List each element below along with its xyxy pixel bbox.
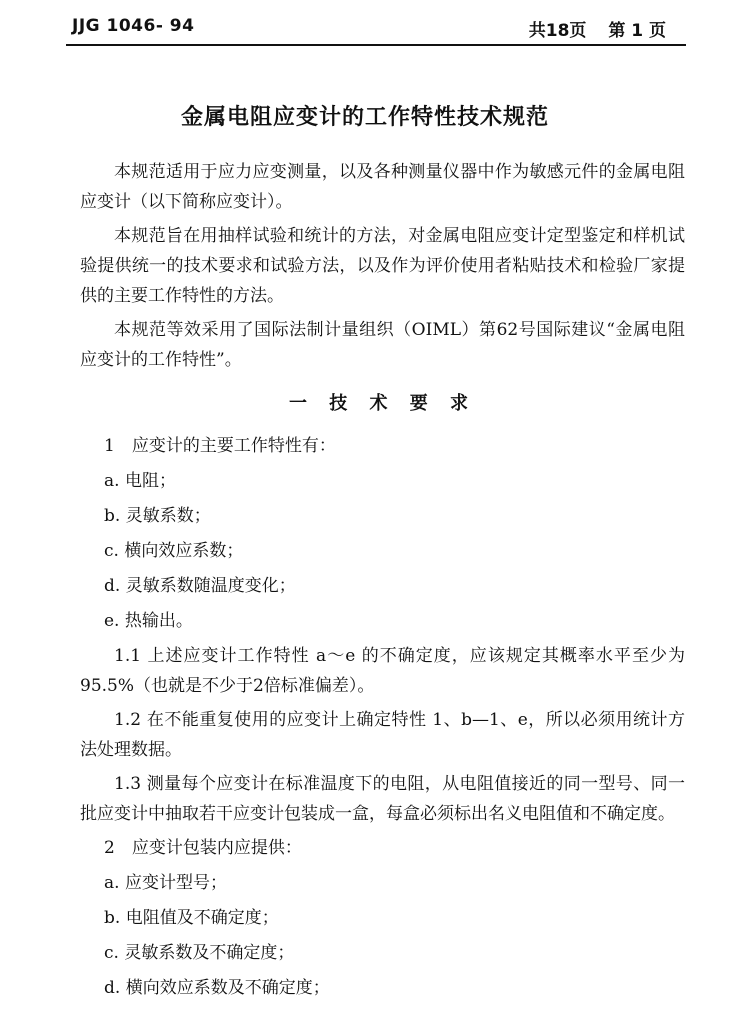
standard-code: JJG 1046- 94 [72,16,195,36]
clause-2-heading: 2 应变计包装内应提供： [104,838,302,858]
list-item: d. 灵敏系数随温度变化； [104,576,296,596]
total-pages: 共18页 [528,21,587,41]
clause-1-1: 1.1 上述应变计工作特性 a～e 的不确定度，应该规定其概率水平至少为95.5%（也就是不少于2倍标准偏差）。 [80,646,685,696]
clause-1-2: 1.2 在不能重复使用的应变计上确定特性 1、b—1、e，所以必须用统计方法处理数据。 [80,710,685,760]
section-heading: 一 技 术 要 求 [288,393,477,414]
list-item: a. 电阻； [104,471,176,491]
list-item: b. 电阻值及不确定度； [104,908,279,928]
clause-1-heading: 1 应变计的主要工作特性有： [104,436,336,456]
intro-paragraph-equivalence: 本规范等效采用了国际法制计量组织（OIML）第62号国际建议“金属电阻应变计的工作特性”。 [80,320,685,370]
intro-paragraph-purpose: 本规范旨在用抽样试验和统计的方法，对金属电阻应变计定型鉴定和样机试验提供统一的技术要求和试验方法，以及作为评价使用者粘贴技术和检验厂家提供的主要工作特性的方法。 [80,226,685,306]
list-item: b. 灵敏系数； [104,506,211,526]
list-item: e. 热输出。 [104,611,193,631]
header-rule [66,44,686,46]
clause-1-3: 1.3 测量每个应变计在标准温度下的电阻，从电阻值接近的同一型号、同一批应变计中抽取若干应变计包装成一盒，每盒必须标出名义电阻值和不确定度。 [80,774,685,824]
intro-paragraph-scope: 本规范适用于应力应变测量，以及各种测量仪器中作为敏感元件的金属电阻应变计（以下简称应变计）。 [80,162,685,212]
list-item: c. 横向效应系数； [104,541,244,561]
document-title: 金属电阻应变计的工作特性技术规范 [180,105,549,130]
page-number: 第 1 页 [608,21,666,41]
list-item: a. 应变计型号； [104,873,227,893]
list-item: d. 横向效应系数及不确定度； [104,978,330,998]
page-info [513,16,666,41]
document-body [80,157,685,1008]
page-header [72,12,676,42]
list-item: c. 灵敏系数及不确定度； [104,943,295,963]
